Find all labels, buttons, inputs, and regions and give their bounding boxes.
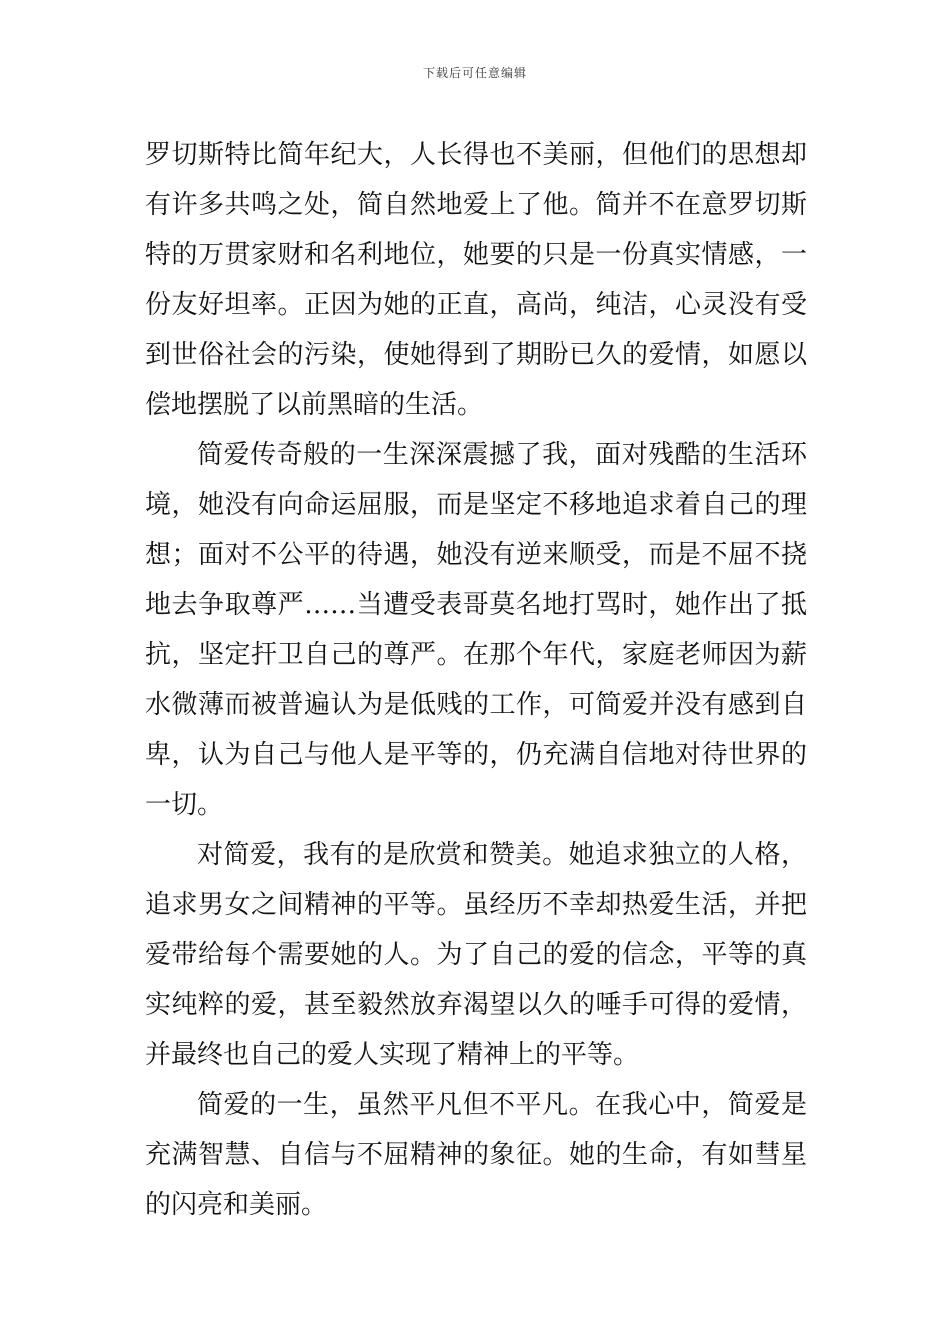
paragraph-3: 对简爱，我有的是欣赏和赞美。她追求独立的人格，追求男女之间精神的平等。虽经历不幸却热爱生活，并把爱带给每个需要她的人。为了自己的爱的信念，平等的真实纯粹的爱，甚至毅然放弃渴望以久的唾手可得的爱情，并最终也自己的爱人实现了精神上的平等。 <box>145 840 807 1070</box>
page-header: 下载后可任意编辑 <box>422 66 527 80</box>
paragraph-4: 简爱的一生，虽然平凡但不平凡。在我心中，简爱是充满智慧、自信与不屈精神的象征。她的生命，有如彗星的闪亮和美丽。 <box>145 1090 807 1220</box>
paragraph-2: 简爱传奇般的一生深深震撼了我，面对残酷的生活环境，她没有向命运屈服，而是坚定不移地追求着自己的理想；面对不公平的待遇，她没有逆来顺受，而是不屈不挠地去争取尊严……当遭受表哥莫名地打骂时，她作出了抵抗，坚定扞卫自己的尊严。在那个年代，家庭老师因为薪水微薄而被普遍认为是低贱的工作，可简爱并没有感到自卑，认为自己与他人是平等的，仍充满自信地对待世界的一切。 <box>145 440 807 820</box>
document-body <box>145 130 807 1230</box>
paragraph-1: 罗切斯特比简年纪大，人长得也不美丽，但他们的思想却有许多共鸣之处，简自然地爱上了他。简并不在意罗切斯特的万贯家财和名利地位，她要的只是一份真实情感，一份友好坦率。正因为她的正直，高尚，纯洁，心灵没有受到世俗社会的污染，使她得到了期盼已久的爱情，如愿以偿地摆脱了以前黑暗的生活。 <box>145 140 807 420</box>
